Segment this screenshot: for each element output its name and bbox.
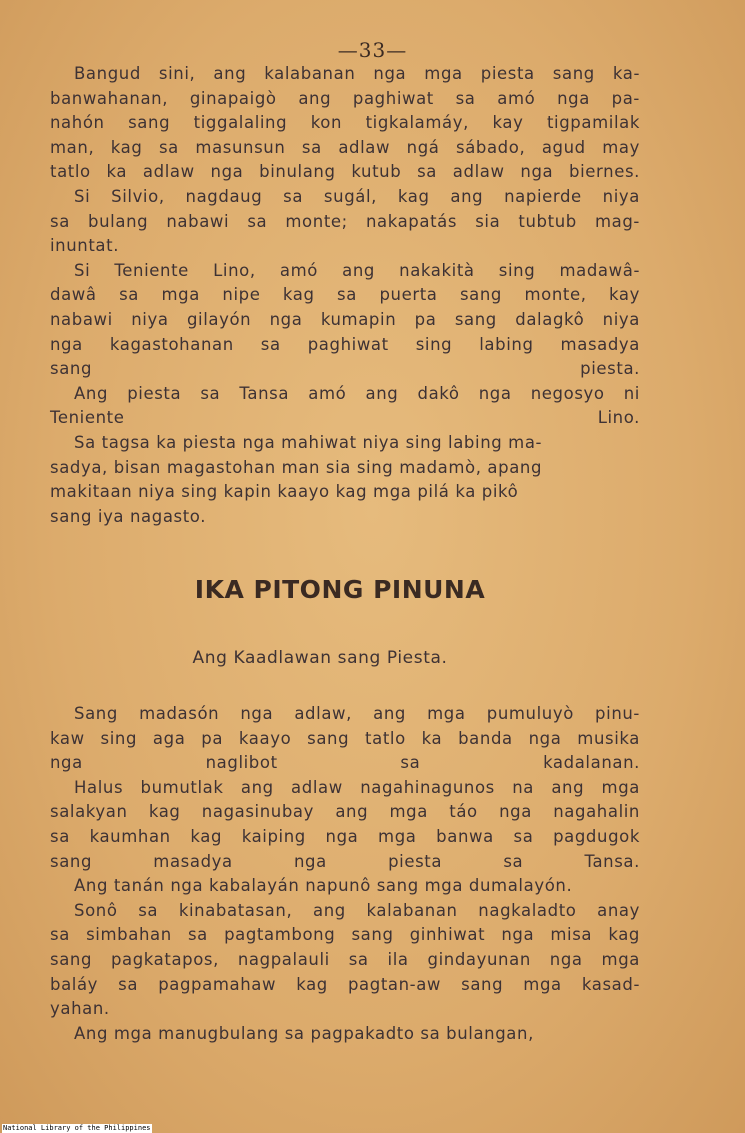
paragraph: Sa tagsa ka piesta nga mahiwat niya sing labing ma‑ sadya, bisan magastohan man sia sing madamò, apang makitaan niya sing kapin kaayo kag mga pilá ka pikô sang iya nagasto.: [50, 432, 543, 526]
paragraph: Ang tanán nga kabalayán napunô sang mga dumalayón.: [74, 876, 573, 896]
top-text-block: [50, 62, 640, 529]
page-number: —33—: [337, 38, 408, 62]
paragraph: Si Silvio, nagdaug sa sugál, kag ang napierde niya sa bulang nabawi sa monte; nakapatás sia tubtub mag‑ inuntat.: [50, 186, 640, 256]
paragraph: Sang madasón nga adlaw, ang mga pumuluyò pinu‑ kaw sing aga pa kaayo sang tatlo ka banda nga musika nga naglibot sa kadalanan.: [50, 704, 640, 773]
paragraph: Ang piesta sa Tansa amó ang dakô nga negosyo ni Teniente Lino.: [50, 383, 640, 428]
paragraph: Ang mga manugbulang sa pagpakadto sa bulangan,: [74, 1023, 534, 1043]
chapter-subtitle: Ang Kaadlawan sang Piesta.: [192, 648, 448, 668]
paragraph: Bangud sini, ang kalabanan nga mga piesta sang ka‑ banwahanan, ginapaigò ang paghiwat sa amó nga pa‑ nahón sang tiggalaling kon tigkalamáy, kay tigpamilak man, kag sa masunsun sa adlaw ngá sábado, agud may tatlo ka adlaw nga binulang kutub sa adlaw nga biernes.: [50, 64, 640, 182]
library-footer: National Library of the Philippines: [3, 1124, 151, 1132]
bottom-text-block: [50, 702, 640, 1046]
paragraph: Halus bumutlak ang adlaw nagahinagunos na ang mga salakyan kag nagasinubay ang mga táo nga nagahalin sa kaumhan kag kaiping nga mga banwa sa pagdugok sang masadya nga piesta sa Tansa.: [50, 777, 640, 871]
paragraph: Sonô sa kinabatasan, ang kalabanan nagkaladto anay sa simbahan sa pagtambong sang ginhiwat nga misa kag sang pagkatapos, nagpalauli sa ila gindayunan nga mga baláy sa pagpamahaw kag pagtan‑aw sang mga kasad‑ yahan.: [50, 900, 640, 1019]
chapter-title: IKA PITONG PINUNA: [194, 575, 486, 604]
paragraph: Si Teniente Lino, amó ang nakakità sing madawâ‑ dawâ sa mga nipe kag sa puerta sang monte, kay nabawi niya gilayón nga kumapin pa sang dalagkô niya nga kagastohanan sa paghiwat sing labing masadya sang piesta.: [50, 260, 640, 379]
